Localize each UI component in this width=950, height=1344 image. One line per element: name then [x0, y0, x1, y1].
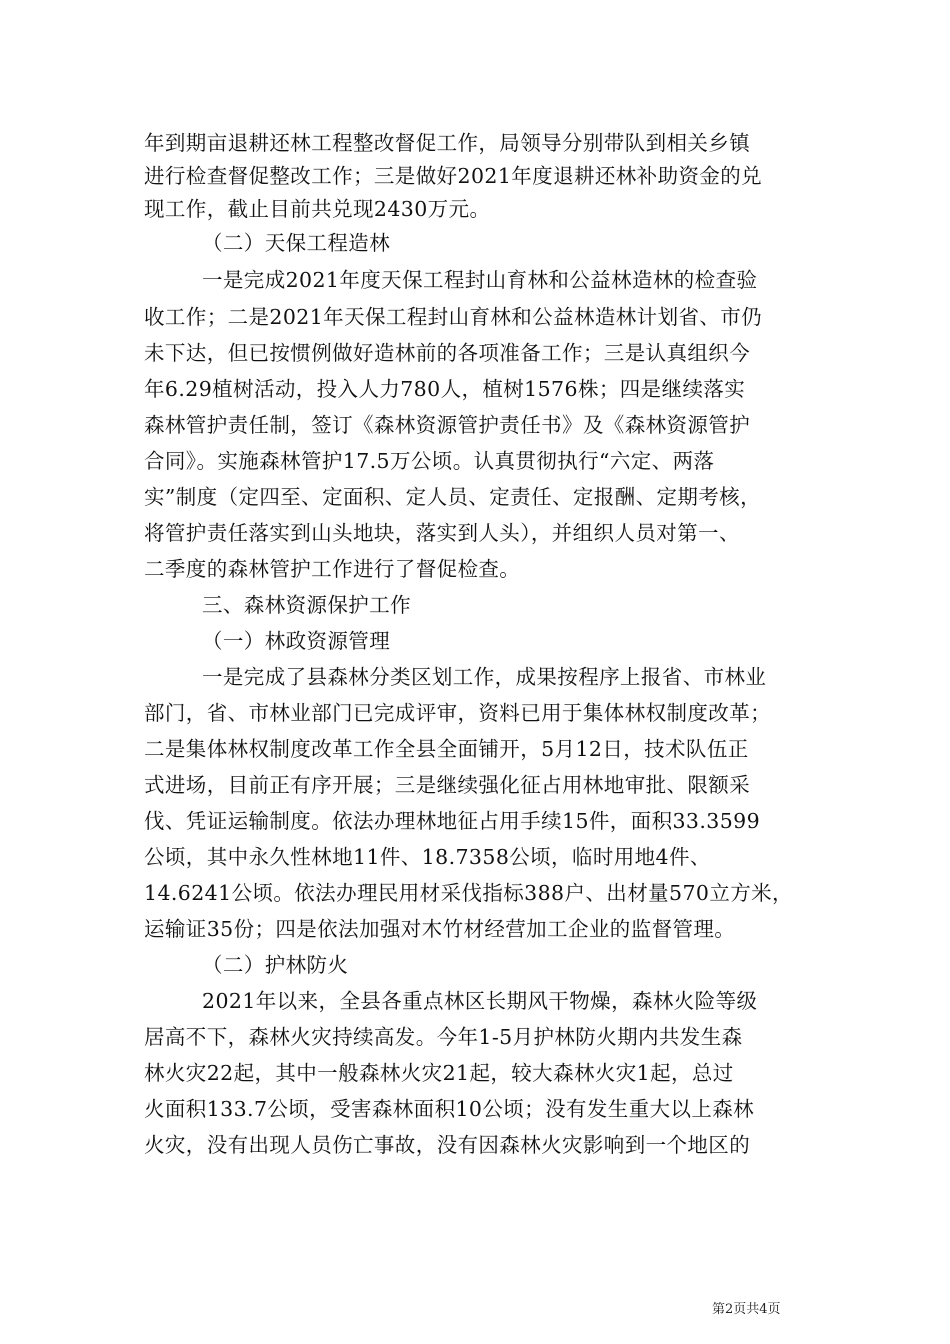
text-line: 2021年以来，全县各重点林区长期风干物燥，森林火险等级	[202, 989, 758, 1013]
section-heading: （二）护林防火	[202, 953, 349, 977]
text-line: 进行检查督促整改工作；三是做好2021年度退耕还林补助资金的兑	[144, 164, 763, 188]
text-line: 实”制度（定四至、定面积、定人员、定责任、定报酬、定期考核，	[144, 485, 761, 509]
text-line: 运输证35份；四是依法加强对木竹材经营加工企业的监督管理。	[144, 917, 736, 941]
text-line: 一是完成了县森林分类区划工作，成果按程序上报省、市林业	[202, 665, 767, 689]
text-line: 14.6241公顷。依法办理民用材采伐指标388户、出材量570立方米，	[144, 881, 793, 905]
text-line: 伐、凭证运输制度。依法办理林地征占用手续15件，面积33.3599	[144, 809, 761, 833]
text-line: 居高不下，森林火灾持续高发。今年1-5月护林防火期内共发生森	[144, 1025, 743, 1049]
text-line: 收工作；二是2021年天保工程封山育林和公益林造林计划省、市仍	[144, 305, 763, 329]
text-line: 部门，省、市林业部门已完成评审，资料已用于集体林权制度改革；	[144, 701, 771, 725]
text-line: 森林管护责任制，签订《森林资源管护责任书》及《森林资源管护	[144, 413, 751, 437]
section-heading: （一）林政资源管理	[202, 629, 391, 653]
text-line: 年到期亩退耕还林工程整改督促工作，局领导分别带队到相关乡镇	[144, 131, 751, 155]
text-line: 式进场，目前正有序开展；三是继续强化征占用林地审批、限额采	[144, 773, 751, 797]
text-line: 年6.29植树活动，投入人力780人，植树1576株；四是继续落实	[144, 377, 746, 401]
text-line: 现工作，截止目前共兑现2430万元。	[144, 197, 491, 221]
text-line: 火灾，没有出现人员伤亡事故，没有因森林火灾影响到一个地区的	[144, 1133, 751, 1157]
page-number: 第2页共4页	[712, 1302, 781, 1317]
text-line: 将管护责任落实到山头地块，落实到人头），并组织人员对第一、	[144, 521, 740, 545]
text-line: 一是完成2021年度天保工程封山育林和公益林造林的检查验	[202, 268, 758, 292]
text-line: 公顷，其中永久性林地11件、18.7358公顷，临时用地4件、	[144, 845, 711, 869]
text-line: 合同》。实施森林管护17.5万公顷。认真贯彻执行“六定、两落	[144, 449, 715, 473]
section-heading: （二）天保工程造林	[202, 231, 391, 255]
text-line: 二是集体林权制度改革工作全县全面铺开，5月12日，技术队伍正	[144, 737, 749, 761]
text-line: 林火灾22起，其中一般森林火灾21起，较大森林火灾1起，总过	[144, 1061, 734, 1085]
section-heading: 三、森林资源保护工作	[202, 593, 411, 617]
text-line: 未下达，但已按惯例做好造林前的各项准备工作；三是认真组织今	[144, 341, 751, 365]
text-line: 二季度的森林管护工作进行了督促检查。	[144, 557, 521, 581]
text-line: 火面积133.7公顷，受害森林面积10公顷；没有发生重大以上森林	[144, 1097, 755, 1121]
